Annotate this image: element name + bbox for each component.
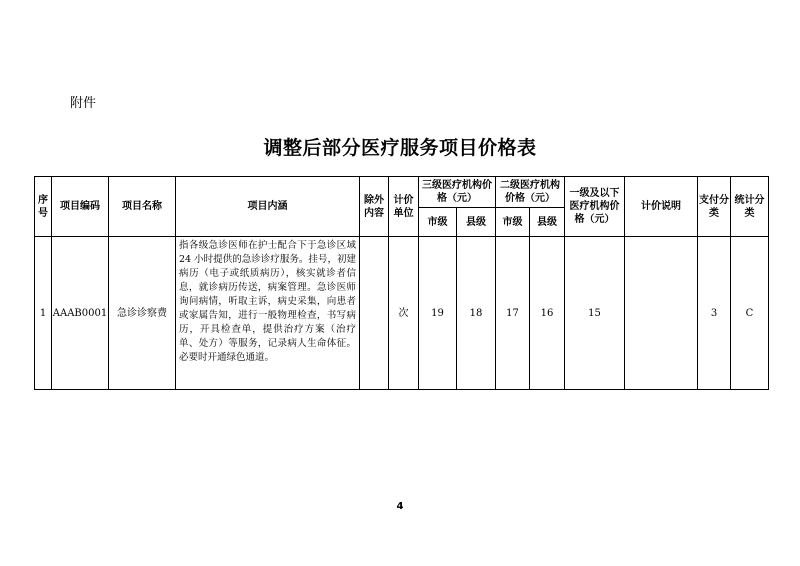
cell-tier2-city: 17 bbox=[496, 237, 530, 390]
document-title: 调整后部分医疗服务项目价格表 bbox=[263, 137, 537, 159]
cell-exclusions bbox=[360, 237, 389, 390]
header-stat-category: 统计分类 bbox=[731, 177, 769, 237]
cell-stat-category: C bbox=[731, 237, 769, 390]
header-payment-category: 支付分类 bbox=[698, 177, 731, 237]
cell-name: 急诊诊察费 bbox=[109, 237, 176, 390]
cell-unit: 次 bbox=[389, 237, 419, 390]
cell-pricing-note bbox=[625, 237, 698, 390]
header-pricing-note: 计价说明 bbox=[625, 177, 698, 237]
cell-tier3-county: 18 bbox=[457, 237, 496, 390]
header-tier3-county: 县级 bbox=[457, 208, 496, 237]
header-tier2-county: 县级 bbox=[530, 208, 565, 237]
header-tier3-city: 市级 bbox=[419, 208, 457, 237]
header-content: 项目内涵 bbox=[176, 177, 360, 237]
header-tier1: 一级及以下医疗机构价格（元） bbox=[565, 177, 625, 237]
header-tier2: 二级医疗机构价格（元） bbox=[496, 177, 565, 208]
header-seq: 序号 bbox=[35, 177, 52, 237]
header-exclusions: 除外内容 bbox=[360, 177, 389, 237]
header-row bbox=[35, 177, 769, 208]
header-tier3: 三级医疗机构价格（元） bbox=[419, 177, 496, 208]
header-unit: 计价单位 bbox=[389, 177, 419, 237]
cell-code: AAAB0001 bbox=[52, 237, 109, 390]
cell-content: 指各级急诊医师在护士配合下于急诊区域 24 小时提供的急诊诊疗服务。挂号，初建病历（电子或纸质病历），核实就诊者信息，就诊病历传送，病案管理。急诊医师询问病情，听取主诉，病史采集，向患者或家属告知，进行一般物理检查，书写病历，开具检查单，提供治疗方案（治疗单、处方）等服务，记录病人生命体征。必要时开通绿色通道。 bbox=[176, 237, 360, 390]
cell-tier2-county: 16 bbox=[530, 237, 565, 390]
header-code: 项目编码 bbox=[52, 177, 109, 237]
cell-payment-category: 3 bbox=[698, 237, 731, 390]
cell-tier3-city: 19 bbox=[419, 237, 457, 390]
header-name: 项目名称 bbox=[109, 177, 176, 237]
price-table bbox=[34, 176, 769, 390]
table-row bbox=[35, 237, 769, 390]
header-tier2-city: 市级 bbox=[496, 208, 530, 237]
page-number: 4 bbox=[396, 501, 404, 512]
cell-seq: 1 bbox=[35, 237, 52, 390]
attachment-label: 附件 bbox=[70, 96, 97, 111]
cell-tier1: 15 bbox=[565, 237, 625, 390]
